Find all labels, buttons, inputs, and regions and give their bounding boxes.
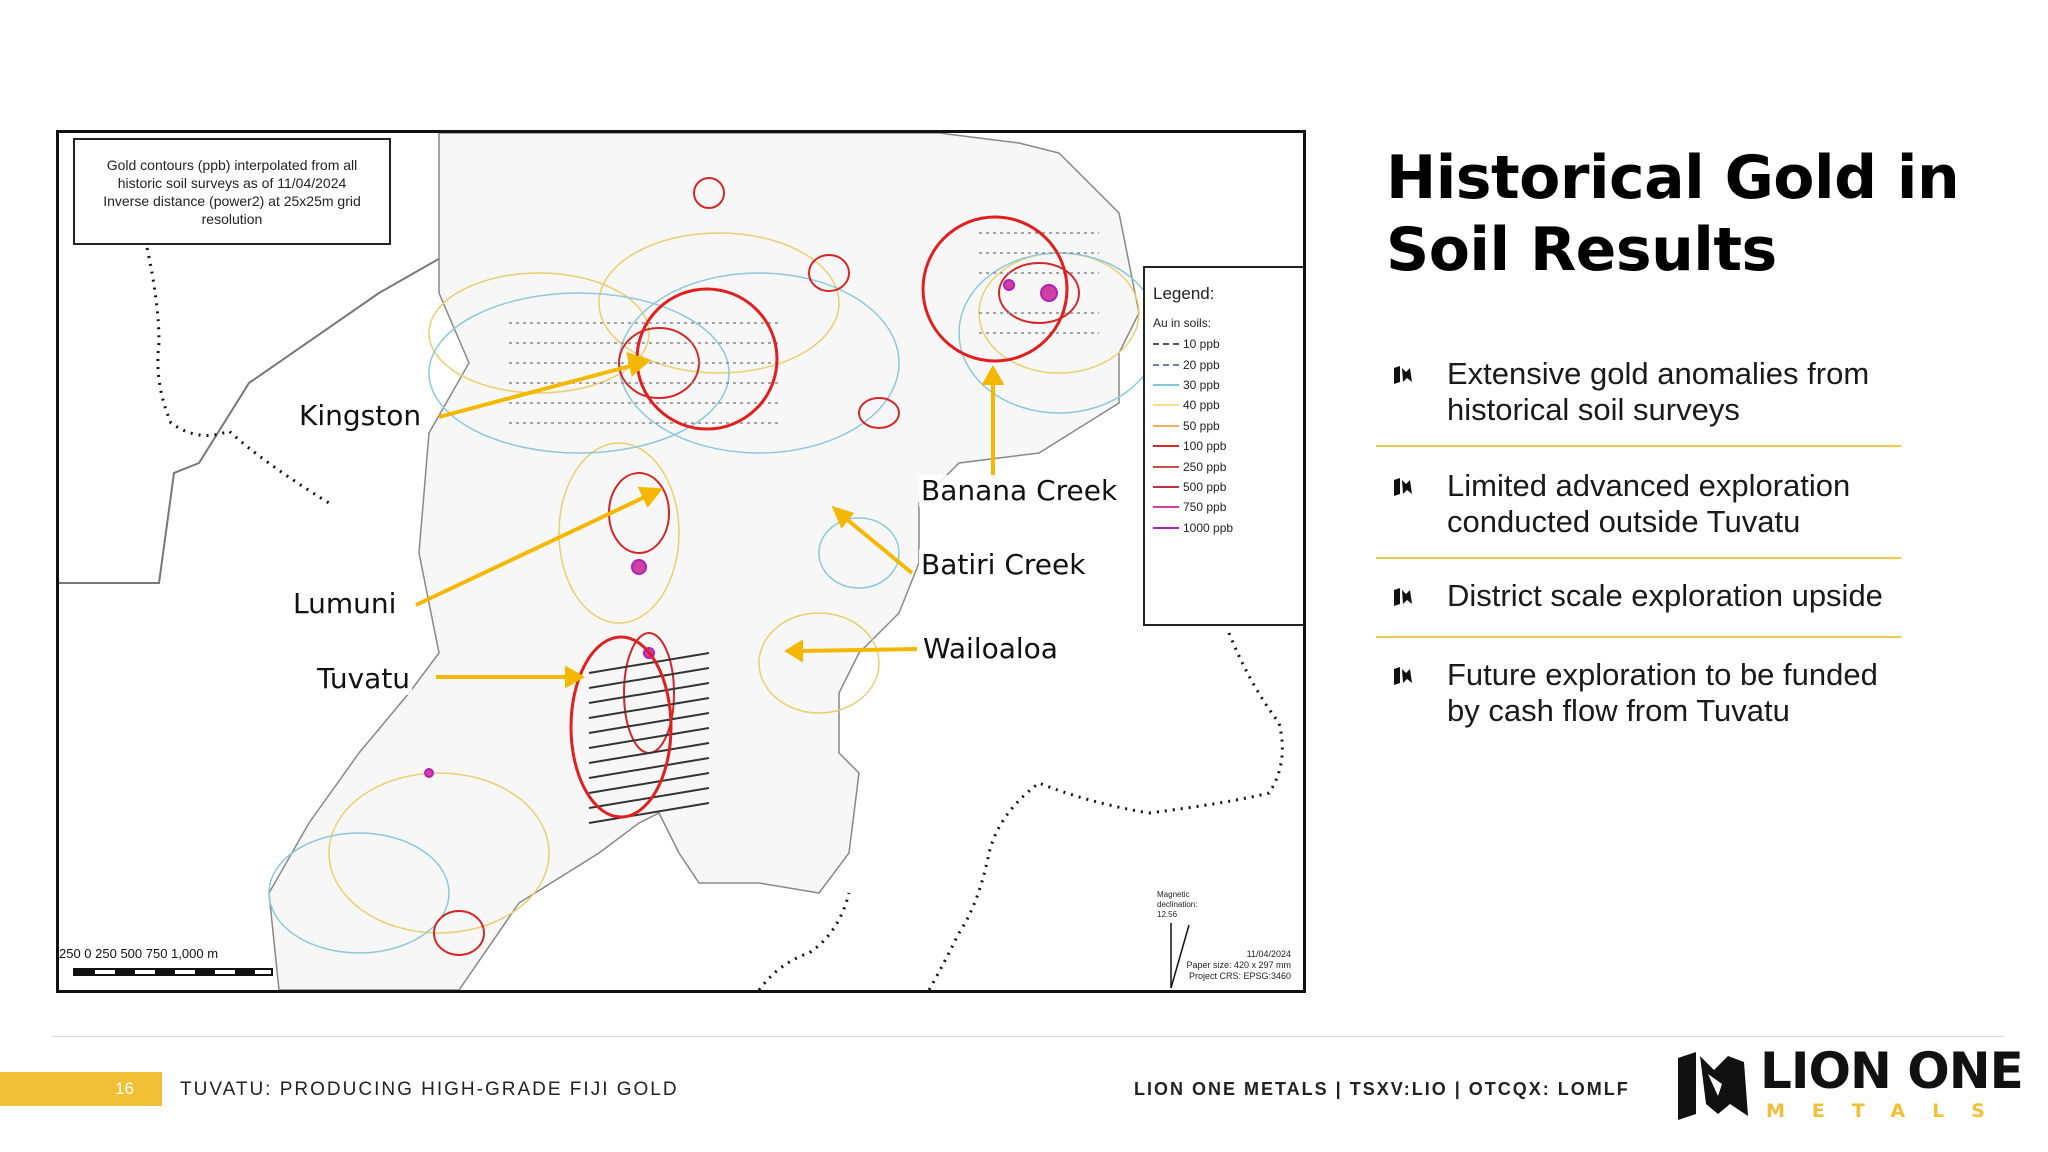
dotted-boundary-east [929,633,1282,990]
legend-item [1153,477,1298,497]
legend-item [1153,395,1298,415]
title-line-2: Soil Results [1386,215,1777,285]
legend-label: 40 ppb [1183,398,1220,413]
scale-bar-labels: 250 0 250 500 750 1,000 m [59,946,219,961]
legend-label: 100 ppb [1183,439,1227,454]
dotted-boundary-south [759,893,849,990]
bullet-item [1378,657,1908,729]
legend-item [1153,334,1298,354]
label-lumuni: Lumuni [293,587,397,620]
legend-title: Legend: [1153,284,1215,303]
footer-tagline: TUVATU: PRODUCING HIGH-GRADE FIJI GOLD [180,1079,679,1100]
legend-item [1153,436,1298,456]
title-line-1: Historical Gold in [1386,143,1960,213]
legend-items [1153,334,1298,538]
magnetic-line: declination: [1157,900,1198,909]
map-methodology-note [73,138,391,245]
magnetic-line: 12.56 [1157,910,1178,919]
paper-size: Paper size: 420 x 297 mm [1186,960,1291,970]
lion-logo-icon [1678,1052,1748,1120]
legend-item [1153,518,1298,538]
dotted-boundary-west [147,248,329,503]
divider [1376,636,1901,638]
bullet-list [1378,356,1908,729]
legend-label: 250 ppb [1183,459,1227,474]
label-wailoaloa: Wailoaloa [923,632,1058,665]
page-number: 16 [0,1072,162,1106]
note-line: historic soil surveys as of 11/04/2024 [117,175,347,191]
gold-soil-map [56,130,1306,993]
lion-bullet-icon [1392,586,1414,608]
legend-label: 30 ppb [1183,377,1220,392]
map-date: 11/04/2024 [1246,949,1291,959]
lion-one-logo [1678,1042,2023,1124]
project-crs: Project CRS: EPSG:3460 [1188,971,1291,981]
scale-bar [73,968,273,976]
legend-label: 1000 ppb [1183,520,1234,535]
legend-item [1153,497,1298,517]
map-legend [1143,266,1306,626]
legend-swatch [1153,506,1179,508]
lion-bullet-icon [1392,364,1414,386]
map-drawing [59,133,1303,990]
map-footer-info [1186,949,1291,982]
page-title [1386,142,2026,286]
legend-item [1153,354,1298,374]
legend-swatch [1153,343,1179,345]
bullet-item [1378,468,1908,540]
divider [1376,445,1901,447]
legend-swatch [1153,384,1179,386]
note-line: Gold contours (ppb) interpolated from all [106,157,358,173]
bullet-item [1378,356,1908,428]
magnetic-line: Magnetic [1157,890,1190,899]
legend-label: 50 ppb [1183,418,1220,433]
bullet-text: Extensive gold anomalies from historical soil surveys [1447,356,1870,427]
legend-item [1153,416,1298,436]
bullet-text: Future exploration to be funded by cash flow from Tuvatu [1447,657,1878,728]
note-line: Inverse distance (power2) at 25x25m grid [103,193,361,209]
legend-label: 500 ppb [1183,479,1227,494]
legend-label: 20 ppb [1183,357,1220,372]
legend-swatch [1153,364,1179,366]
legend-swatch [1153,445,1179,447]
label-tuvatu: Tuvatu [317,662,411,695]
legend-label: 10 ppb [1183,337,1220,352]
label-kingston: Kingston [299,399,422,432]
legend-subtitle: Au in soils: [1153,316,1212,330]
legend-label: 750 ppb [1183,500,1227,515]
legend-swatch [1153,527,1179,529]
lion-bullet-icon [1392,665,1414,687]
bullet-item [1378,578,1908,614]
lion-bullet-icon [1392,476,1414,498]
magnetic-declination [1157,890,1197,920]
label-batiri-creek: Batiri Creek [921,548,1086,581]
legend-swatch [1153,425,1179,427]
label-banana-creek: Banana Creek [921,474,1118,507]
bullet-text: District scale exploration upside [1447,578,1883,613]
legend-item [1153,375,1298,395]
logo-wordmark: LION ONE [1760,1042,2023,1100]
legend-item [1153,456,1298,476]
legend-swatch [1153,486,1179,488]
bullet-text: Limited advanced exploration conducted outside Tuvatu [1447,468,1851,539]
footer-divider [52,1036,2004,1037]
legend-swatch [1153,466,1179,468]
footer-ticker-info: LION ONE METALS | TSXV:LIO | OTCQX: LOMLF [1134,1079,1630,1099]
note-line: resolution [201,211,263,227]
divider [1376,557,1901,559]
legend-swatch [1153,404,1179,406]
logo-subtitle: METALS [1766,1100,2012,1122]
